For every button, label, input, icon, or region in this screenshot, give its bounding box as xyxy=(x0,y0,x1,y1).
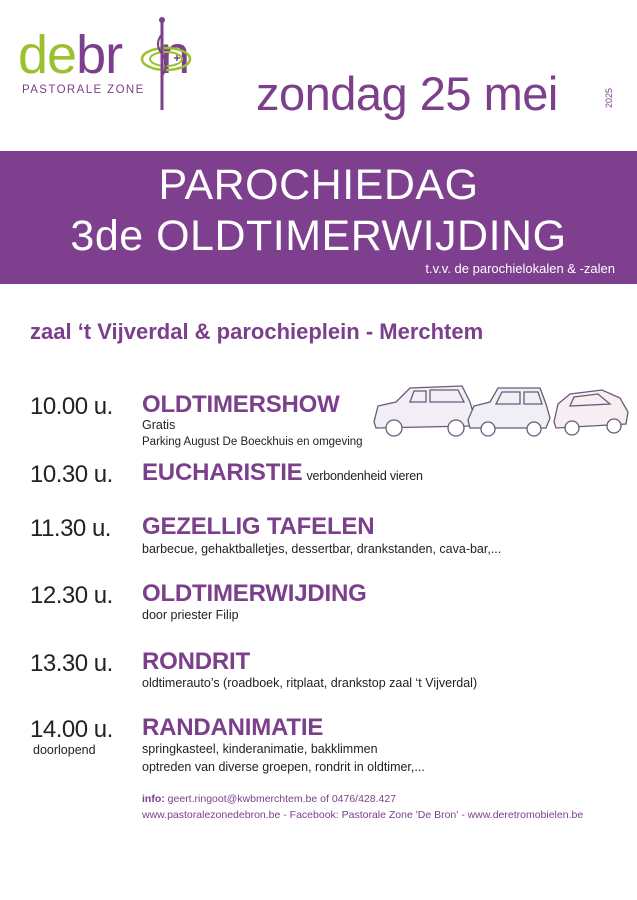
logo-subtitle: PASTORALE ZONE xyxy=(22,84,145,96)
info-label: info: xyxy=(142,793,165,805)
program-desc: Gratis xyxy=(142,418,176,432)
program-desc: door priester Filip xyxy=(142,608,239,622)
program-title: OLDTIMERSHOW xyxy=(142,391,340,418)
event-year: 2025 xyxy=(604,87,614,108)
oldtimer-cars-illustration xyxy=(370,382,632,442)
logo-word-br: br xyxy=(76,25,123,85)
venue-heading: zaal ‘t Vijverdal & parochieplein - Merchtem xyxy=(30,319,484,344)
program-time: 11.30 u. xyxy=(30,515,111,542)
debron-logo xyxy=(18,14,233,114)
logo-word-n: n xyxy=(160,25,190,85)
program-title: RONDRIT xyxy=(142,648,250,675)
program-note: verbondenheid vieren xyxy=(306,469,423,483)
program-time: 13.30 u. xyxy=(30,650,113,677)
program-desc: springkasteel, kinderanimatie, bakklimmen xyxy=(142,742,378,756)
program-desc: optreden van diverse groepen, rondrit in oldtimer,... xyxy=(142,760,425,774)
banner-note: t.v.v. de parochielokalen & -zalen xyxy=(425,261,615,276)
program-title xyxy=(142,459,423,487)
program-time: 10.30 u. xyxy=(30,461,113,488)
title-banner xyxy=(0,151,637,284)
program-desc: barbecue, gehaktballetjes, dessertbar, drankstanden, cava-bar,... xyxy=(142,542,502,556)
contact-footer xyxy=(142,791,583,823)
program-title: OLDTIMERWIJDING xyxy=(142,580,367,607)
program-desc: Parking August De Boeckhuis en omgeving xyxy=(142,436,363,448)
banner-title: PAROCHIEDAG xyxy=(158,161,479,209)
program-desc: oldtimerauto’s (roadboek, ritplaat, drankstop zaal ‘t Vijverdal) xyxy=(142,676,478,690)
program-time: 14.00 u. xyxy=(30,716,113,743)
program-title: GEZELLIG TAFELEN xyxy=(142,513,375,540)
logo-word-de: de xyxy=(18,25,77,85)
program-time: 12.30 u. xyxy=(30,582,113,609)
contact-info-line xyxy=(142,791,583,807)
program-time-note: doorlopend xyxy=(33,743,96,757)
event-date: zondag 25 mei xyxy=(256,67,558,120)
program-time: 10.00 u. xyxy=(30,393,113,420)
program-title: RANDANIMATIE xyxy=(142,714,324,741)
logo-figure-icon xyxy=(136,14,196,114)
banner-subtitle: 3de OLDTIMERWIJDING xyxy=(70,212,567,260)
websites-line: www.pastoralezonedebron.be - Facebook: Pastorale Zone 'De Bron' - www.deretromobielen.be xyxy=(142,809,584,821)
info-contact: geert.ringoot@kwbmerchtem.be of 0476/428.427 xyxy=(167,793,397,805)
program-title-text: EUCHARISTIE xyxy=(142,459,303,486)
